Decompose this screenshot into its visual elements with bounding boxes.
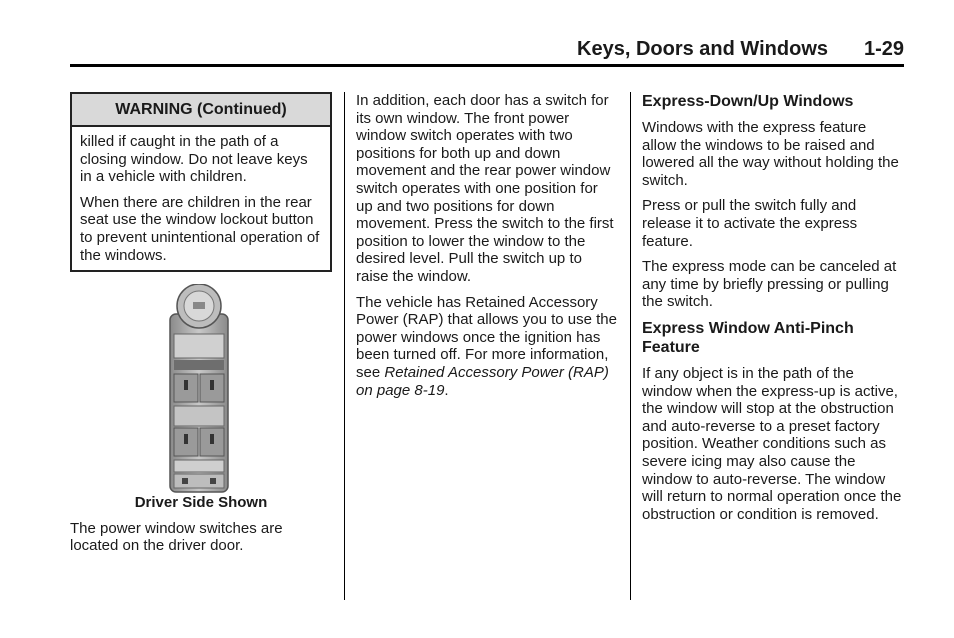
paragraph-text: .: [444, 381, 449, 399]
switch-panel-drawing: [70, 284, 332, 494]
warning-paragraph: When there are children in the rear seat use the window lockout button to prevent unintentional operation of the windows.: [80, 193, 320, 264]
warning-heading: WARNING (Continued): [72, 94, 330, 127]
paragraph-text: The vehicle has Retained Accessory Power (RAP) that allows you to use the power windows once the ignition has been turned off. For more information, see: [356, 293, 617, 381]
column-divider: [630, 92, 631, 600]
warning-body: [72, 127, 330, 270]
body-paragraph: In addition, each door has a switch for its own window. The front power window switch operates with two positions for both up and down movement and the rear power window switch operates with one position for up and two positions for down movement. Press the switch to the first position to lower the window to the desired level. Pull the switch up to raise the window.: [356, 92, 614, 285]
body-paragraph: [356, 294, 618, 400]
header-rule: [70, 64, 904, 67]
window-switch-illustration: [70, 284, 332, 494]
page-number: 1-29: [863, 38, 904, 60]
body-paragraph: Windows with the express feature allow the windows to be raised and lowered all the way without holding the switch.: [642, 119, 899, 189]
column-2: [356, 92, 618, 407]
column-1: [70, 92, 332, 563]
warning-box: [70, 92, 332, 272]
column-3: [642, 92, 904, 531]
body-paragraph: The power window switches are located on the driver door.: [70, 519, 283, 555]
warning-paragraph: killed if caught in the path of a closing window. Do not leave keys in a vehicle with children.: [80, 133, 308, 186]
section-heading: Express Window Anti-Pinch Feature: [642, 319, 854, 356]
body-paragraph: Press or pull the switch fully and release it to activate the express feature.: [642, 197, 858, 250]
section-heading: Express-Down/Up Windows: [642, 93, 854, 110]
column-divider: [344, 92, 345, 600]
body-paragraph: The express mode can be canceled at any time by briefly pressing or pulling the switch.: [642, 258, 897, 311]
page-header: [70, 38, 904, 66]
cross-reference-link[interactable]: Retained Accessory Power (RAP) on page 8‑19: [356, 363, 609, 399]
body-paragraph: If any object is in the path of the window when the express-up is active, the window will stop at the obstruction and auto-reverse to a preset factory position. Weather conditions such as severe icing may also cause the window to auto-reverse. The window will return to normal operation once the obstruction or condition is removed.: [642, 364, 902, 523]
figure-caption: Driver Side Shown: [134, 494, 268, 512]
section-title: Keys, Doors and Windows: [577, 38, 828, 60]
